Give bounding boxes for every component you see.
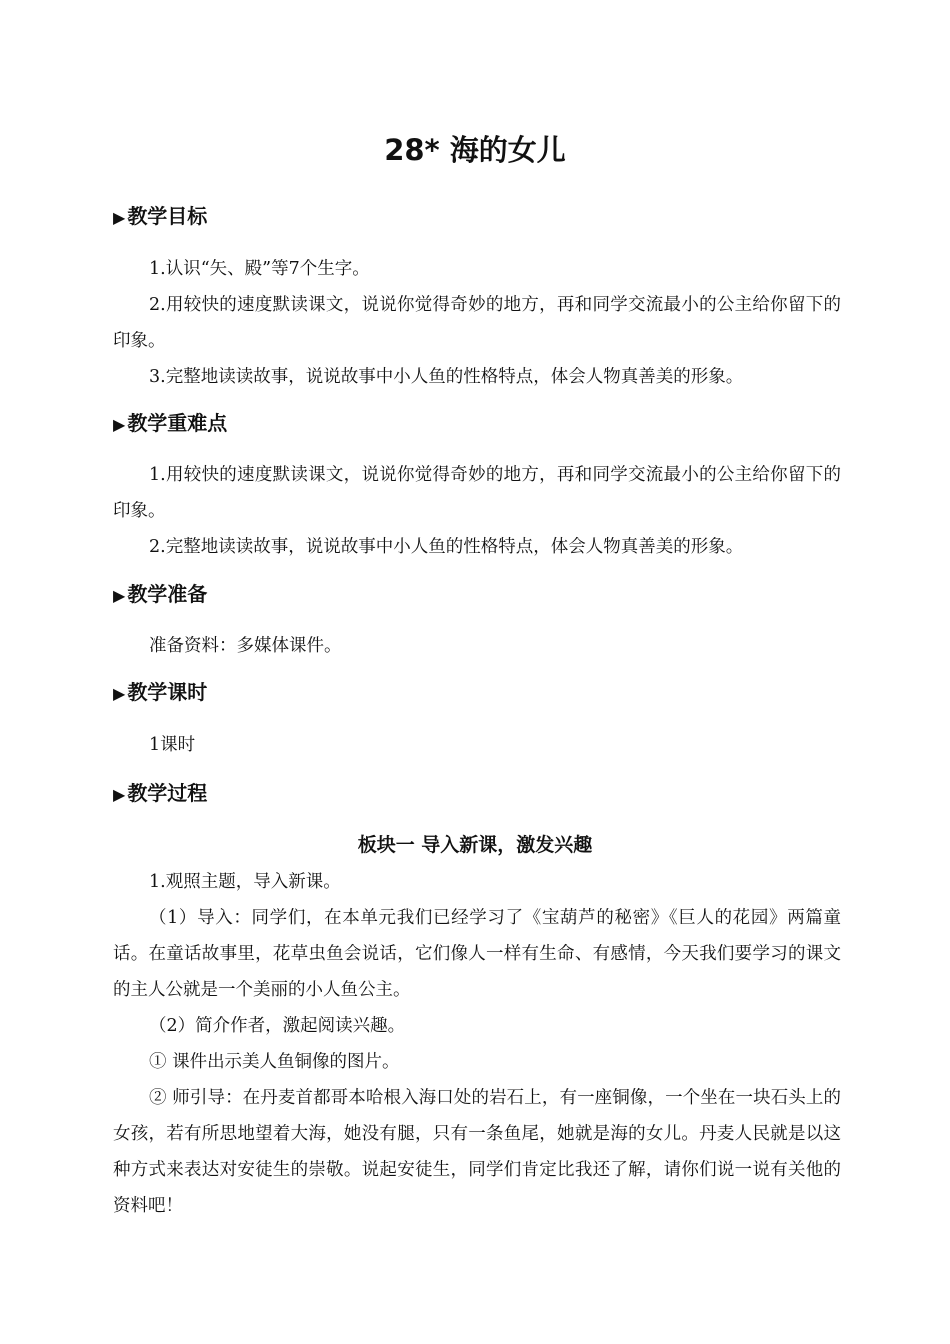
goal-item-3: 3.完整地读读故事，说说故事中小人鱼的性格特点，体会人物真善美的形象。 [149,367,744,387]
process-paragraph-2: （1）导入：同学们，在本单元我们已经学习了《宝葫芦的秘密》《巨人的花园》两篇童话。在童话故事里，花草虫鱼会说话，它们像人一样有生命、有感情，今天我们要学习的课文的主人公就是一个美丽的小人鱼公主。 [113,908,841,1000]
page-title: 28* 海的女儿 [384,133,566,167]
process-paragraph-3: （2）简介作者，激起阅读兴趣。 [149,1016,406,1036]
triangle-bullet-icon: ▶ [113,415,126,434]
section-heading-key-points [113,408,227,440]
triangle-bullet-icon: ▶ [113,208,126,227]
key-point-item-1: 1.用较快的速度默读课文，说说你觉得奇妙的地方，再和同学交流最小的公主给你留下的印象。 [113,465,841,521]
section-heading-preparation [113,579,207,611]
block-title: 板块一 导入新课，激发兴趣 [357,834,593,856]
section-heading-label: 教学准备 [127,582,208,606]
hours-text: 1课时 [149,735,196,755]
process-paragraph-4: ① 课件出示美人鱼铜像的图片。 [149,1052,400,1072]
section-heading-goals [113,201,207,233]
section-heading-hours [113,677,207,709]
section-heading-process [113,778,207,810]
section-heading-label: 教学课时 [127,680,208,704]
key-point-item-2: 2.完整地读读故事，说说故事中小人鱼的性格特点，体会人物真善美的形象。 [149,537,744,557]
section-heading-label: 教学重难点 [127,411,228,435]
triangle-bullet-icon: ▶ [113,785,126,804]
process-paragraph-5: ② 师引导：在丹麦首都哥本哈根入海口处的岩石上，有一座铜像，一个坐在一块石头上的女孩，若有所思地望着大海，她没有腿，只有一条鱼尾，她就是海的女儿。丹麦人民就是以这种方式来表达对安徒生的崇敬。说起安徒生，同学们肯定比我还了解，请你们说一说有关他的资料吧！ [113,1088,841,1216]
goal-item-2: 2.用较快的速度默读课文，说说你觉得奇妙的地方，再和同学交流最小的公主给你留下的印象。 [113,295,841,351]
process-paragraph-1: 1.观照主题，导入新课。 [149,872,341,892]
triangle-bullet-icon: ▶ [113,586,126,605]
goal-item-1: 1.认识“矢、殿”等7个生字。 [149,259,370,279]
section-heading-label: 教学目标 [127,204,208,228]
section-heading-label: 教学过程 [127,781,208,805]
triangle-bullet-icon: ▶ [113,684,126,703]
preparation-text: 准备资料：多媒体课件。 [149,636,342,656]
